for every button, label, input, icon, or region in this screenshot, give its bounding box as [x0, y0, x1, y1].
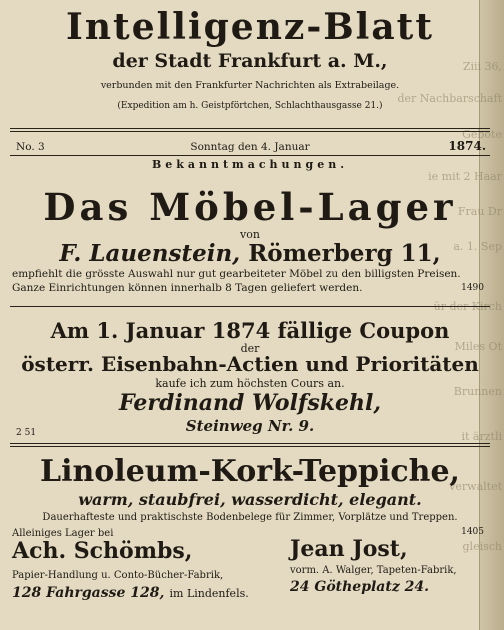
- bleed-text: gleisch: [462, 540, 502, 553]
- schoembs-desc: Papier-Handlung u. Conto-Bücher-Fabrik,: [12, 570, 224, 581]
- masthead-title: Intelligenz-Blatt: [66, 6, 434, 48]
- moebel-ad-number: 1490: [461, 283, 484, 293]
- divider: [10, 306, 490, 307]
- linoleum-description: Dauerhafteste und praktischste Bodenbelege für Zimmer, Vorplätze und Treppen.: [42, 512, 458, 523]
- section-heading: Bekanntmachungen.: [151, 158, 349, 171]
- schoembs-name: Ach. Schömbs,: [12, 538, 193, 564]
- schoembs-intro: Alleiniges Lager bei: [12, 528, 114, 539]
- moebel-headline: Das Möbel-Lager: [43, 185, 457, 229]
- moebel-von: von: [240, 228, 260, 241]
- moebel-line-1: empfiehlt die grösste Auswahl nur gut gearbeiteter Möbel zu den billigsten Preisen.: [12, 268, 461, 280]
- schoembs-address-line: [12, 582, 249, 601]
- moebel-address: Römerberg 11,: [248, 240, 441, 267]
- masthead-affiliation: verbunden mit den Frankfurter Nachrichten als Extrabeilage.: [100, 80, 400, 91]
- divider: [10, 128, 490, 129]
- bleed-text: ie mit 2 Haar: [428, 170, 502, 183]
- bleed-text: ür der Kirch: [433, 300, 502, 313]
- bleed-text: Gebote: [462, 128, 502, 141]
- issue-year: 1874.: [448, 139, 486, 153]
- coupon-address: Steinweg Nr. 9.: [185, 417, 315, 435]
- coupon-headline: Am 1. Januar 1874 fällige Coupon: [50, 318, 450, 343]
- moebel-line-2: Ganze Einrichtungen können innerhalb 8 Tagen geliefert werden.: [12, 282, 363, 294]
- schoembs-address: 128 Fahrgasse 128,: [12, 585, 165, 601]
- issue-date: Sonntag den 4. Januar: [190, 141, 310, 153]
- issue-number: No. 3: [16, 141, 45, 153]
- masthead-expedition: (Expedition am h. Geistpförtchen, Schlachthausgasse 21.): [117, 101, 383, 111]
- bleed-text: Frau Dr: [457, 205, 502, 218]
- bleed-text: Ziii 36,: [462, 60, 502, 73]
- issue-line: [10, 141, 490, 155]
- coupon-der: der: [240, 342, 260, 355]
- bleed-text: Miles Ot: [454, 340, 502, 353]
- jost-address: 24 Götheplatz 24.: [290, 579, 430, 595]
- divider: [10, 155, 490, 156]
- linoleum-tagline: warm, staubfrei, wasserdicht, elegant.: [78, 490, 422, 509]
- masthead-subtitle: der Stadt Frankfurt a. M.,: [112, 50, 388, 72]
- moebel-proprietor: [10, 240, 490, 267]
- divider: [10, 446, 490, 447]
- linoleum-headline: Linoleum-Kork-Teppiche,: [39, 454, 460, 489]
- bleed-text: verwaltet: [449, 480, 502, 493]
- jost-desc: vorm. A. Walger, Tapeten-Fabrik,: [290, 565, 457, 576]
- bleed-text: der Nachbarschaft: [397, 92, 502, 105]
- divider: [10, 443, 490, 444]
- coupon-name: Ferdinand Wolfskehl,: [118, 390, 382, 416]
- schoembs-address-suffix: im Lindenfels.: [169, 587, 249, 600]
- bleed-text: a. 1. Sep: [453, 240, 502, 253]
- divider: [10, 131, 490, 132]
- bleed-text: it ärztli: [461, 430, 502, 443]
- coupon-ad-number: 2 51: [16, 428, 37, 438]
- linoleum-ad-number: 1405: [461, 527, 484, 537]
- coupon-railway-line: österr. Eisenbahn-Actien und Prioritäten: [21, 352, 479, 376]
- moebel-name: F. Lauenstein,: [59, 240, 241, 267]
- jost-name: Jean Jost,: [290, 536, 408, 562]
- coupon-buy-line: kaufe ich zum höchsten Cours an.: [155, 377, 345, 390]
- bleed-text: Brunnen: [453, 385, 502, 398]
